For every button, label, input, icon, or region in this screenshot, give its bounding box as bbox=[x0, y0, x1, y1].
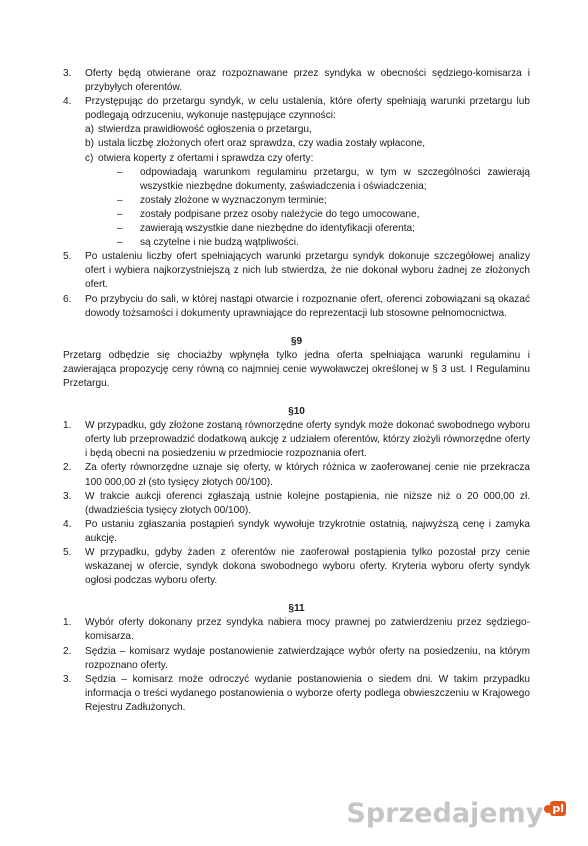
dash-text: zostały złożone w wyznaczonym terminie; bbox=[140, 194, 327, 206]
section-11-list bbox=[63, 616, 530, 715]
dash-mark: – bbox=[117, 223, 123, 235]
section-9-text: Przetarg odbędzie się chociażby wpłynęła tylko jedna oferta spełniająca warunki regulaminu i zawierająca propozycję ceny równą co najmniej cenie wywoławczej określonej w § 3 ust. I Regulaminu Przetargu. bbox=[63, 349, 530, 389]
item-number: 6. bbox=[63, 293, 72, 305]
list-item bbox=[63, 673, 530, 715]
list-item bbox=[63, 67, 530, 95]
document-body bbox=[63, 67, 530, 715]
item-number: 3. bbox=[63, 673, 72, 685]
dash-item bbox=[117, 208, 530, 222]
dash-text: odpowiadają warunkom regulaminu przetargu, w tym w szczególności zawierają wszystkie niezbędne dokumenty, zaświadczenia i oświadczenia; bbox=[140, 166, 530, 192]
watermark-text: Sprzedajemy bbox=[346, 798, 544, 829]
dash-text: zostały podpisane przez osoby należycie do tego umocowane, bbox=[140, 208, 420, 220]
dash-text: zawierają wszystkie dane niezbędne do identyfikacji oferenta; bbox=[140, 223, 415, 235]
dash-item bbox=[117, 222, 530, 236]
dash-mark: – bbox=[117, 237, 123, 249]
dash-mark: – bbox=[117, 208, 123, 220]
dash-item bbox=[117, 236, 530, 250]
sub-text: otwiera koperty z ofertami i sprawdza czy oferty: bbox=[98, 152, 314, 164]
list-item bbox=[63, 461, 530, 489]
dash-item bbox=[117, 166, 530, 194]
item-number: 3. bbox=[63, 490, 72, 502]
section-9-title: §9 bbox=[290, 335, 303, 347]
list-item bbox=[63, 546, 530, 588]
item-number: 5. bbox=[63, 547, 72, 558]
item-text: Po przybyciu do sali, w której nastąpi otwarcie i rozpoznanie ofert, oferenci zobowiązani są okazać dowody tożsamości i dokumenty uprawniające do reprezentacji lub stosowne pełnomocnictwa. bbox=[85, 293, 530, 319]
item-text: W trakcie aukcji oferenci zgłaszają ustnie kolejne postąpienia, nie niższe niż o 20 000,00 zł. (dwadzieścia tysięcy złotych 00/100). bbox=[85, 490, 530, 516]
sub-item bbox=[85, 123, 530, 137]
list-item bbox=[63, 293, 530, 321]
sub-item bbox=[85, 152, 530, 251]
list-item bbox=[63, 490, 530, 518]
sub-text: stwierdza prawidłowość ogłoszenia o przetargu, bbox=[98, 124, 312, 136]
list-item bbox=[63, 616, 530, 644]
sub-letter: c) bbox=[85, 152, 94, 164]
item-text: W przypadku, gdy złożone zostaną równorzędne oferty syndyk może dokonać swobodnego wyboru oferty lub przeprowadzić dodatkową aukcję z udziałem oferentów, którzy złożyli równorzędne oferty i będą obecni na posiedzeniu w przedmiocie rozpoznania ofert. bbox=[85, 420, 530, 460]
list-item bbox=[63, 95, 530, 250]
section-10-list bbox=[63, 419, 530, 588]
item-text: W przypadku, gdyby żaden z oferentów nie zaoferował postąpienia tylko pozostał przy cenie wskazanej w ofercie, syndyk dokona swobodnego wyboru oferty. Kryteria wyboru oferty syndyk ogłosi podczas wyboru oferty. bbox=[85, 547, 530, 587]
list-item bbox=[63, 518, 530, 546]
watermark-logo bbox=[346, 798, 566, 829]
sub-list bbox=[85, 123, 530, 250]
dash-item bbox=[117, 194, 530, 208]
item-text: Sędzia – komisarz może odroczyć wydanie postanowienia o siedem dni. W takim przypadku informacja o treści wydanego postanowienia o wyborze oferty podlega obwieszczeniu w Krajowego Rejestru Zadłużonych. bbox=[85, 673, 530, 713]
item-number: 1. bbox=[63, 420, 72, 432]
item-text: Oferty będą otwierane oraz rozpoznawane przez syndyka w obecności sędziego-komisarza i przybyłych oferentów. bbox=[85, 68, 530, 94]
item-text: Sędzia – komisarz wydaje postanowienie zatwierdzające wybór oferty na posiedzeniu, na którym rozpoznano oferty. bbox=[85, 645, 530, 671]
item-number: 4. bbox=[63, 518, 72, 530]
item-number: 2. bbox=[63, 462, 72, 474]
section-10-title: §10 bbox=[288, 406, 305, 418]
item-number: 5. bbox=[63, 251, 72, 263]
item-text: Za oferty równorzędne uznaje się oferty, w których różnica w zaoferowanej cenie nie przekracza 100 000,00 zł (sto tysięcy złotych 00/100). bbox=[85, 462, 530, 488]
watermark-suffix: pl bbox=[552, 802, 564, 815]
sub-letter: b) bbox=[85, 138, 94, 150]
dash-mark: – bbox=[117, 194, 123, 206]
item-number: 4. bbox=[63, 96, 72, 108]
dash-list bbox=[117, 166, 530, 251]
item-number: 1. bbox=[63, 617, 72, 629]
item-text: Przystępując do przetargu syndyk, w celu ustalenia, które oferty spełniają warunki przetargu lub podlegają odrzuceniu, wykonuje następujące czynności: bbox=[85, 96, 530, 122]
section-11-title: §11 bbox=[288, 603, 305, 615]
dash-text: są czytelne i nie budzą wątpliwości. bbox=[140, 237, 299, 249]
item-text: Po ustaleniu liczby ofert spełniających warunki przetargu syndyk dokonuje szczegółowej analizy ofert i wybiera najkorzystniejszą z nich lub stwierdza, że nie dokonał wyboru żadnej ze złożonych ofert. bbox=[85, 251, 530, 291]
list-item bbox=[63, 645, 530, 673]
sub-item bbox=[85, 137, 530, 151]
dash-mark: – bbox=[117, 166, 123, 178]
item-text: Po ustaniu zgłaszania postąpień syndyk wywołuje trzykrotnie ostatnią, najwyższą cenę i zamyka aukcję. bbox=[85, 518, 530, 544]
list-a bbox=[63, 67, 530, 321]
list-item bbox=[63, 419, 530, 461]
item-number: 3. bbox=[63, 68, 72, 79]
sub-letter: a) bbox=[85, 124, 94, 136]
item-text: Wybór oferty dokonany przez syndyka nabiera mocy prawnej po zatwierdzeniu przez sędziego-komisarza. bbox=[85, 617, 530, 643]
list-item bbox=[63, 250, 530, 292]
sub-text: ustala liczbę złożonych ofert oraz sprawdza, czy wadia zostały wpłacone, bbox=[98, 138, 426, 150]
item-number: 2. bbox=[63, 645, 72, 657]
